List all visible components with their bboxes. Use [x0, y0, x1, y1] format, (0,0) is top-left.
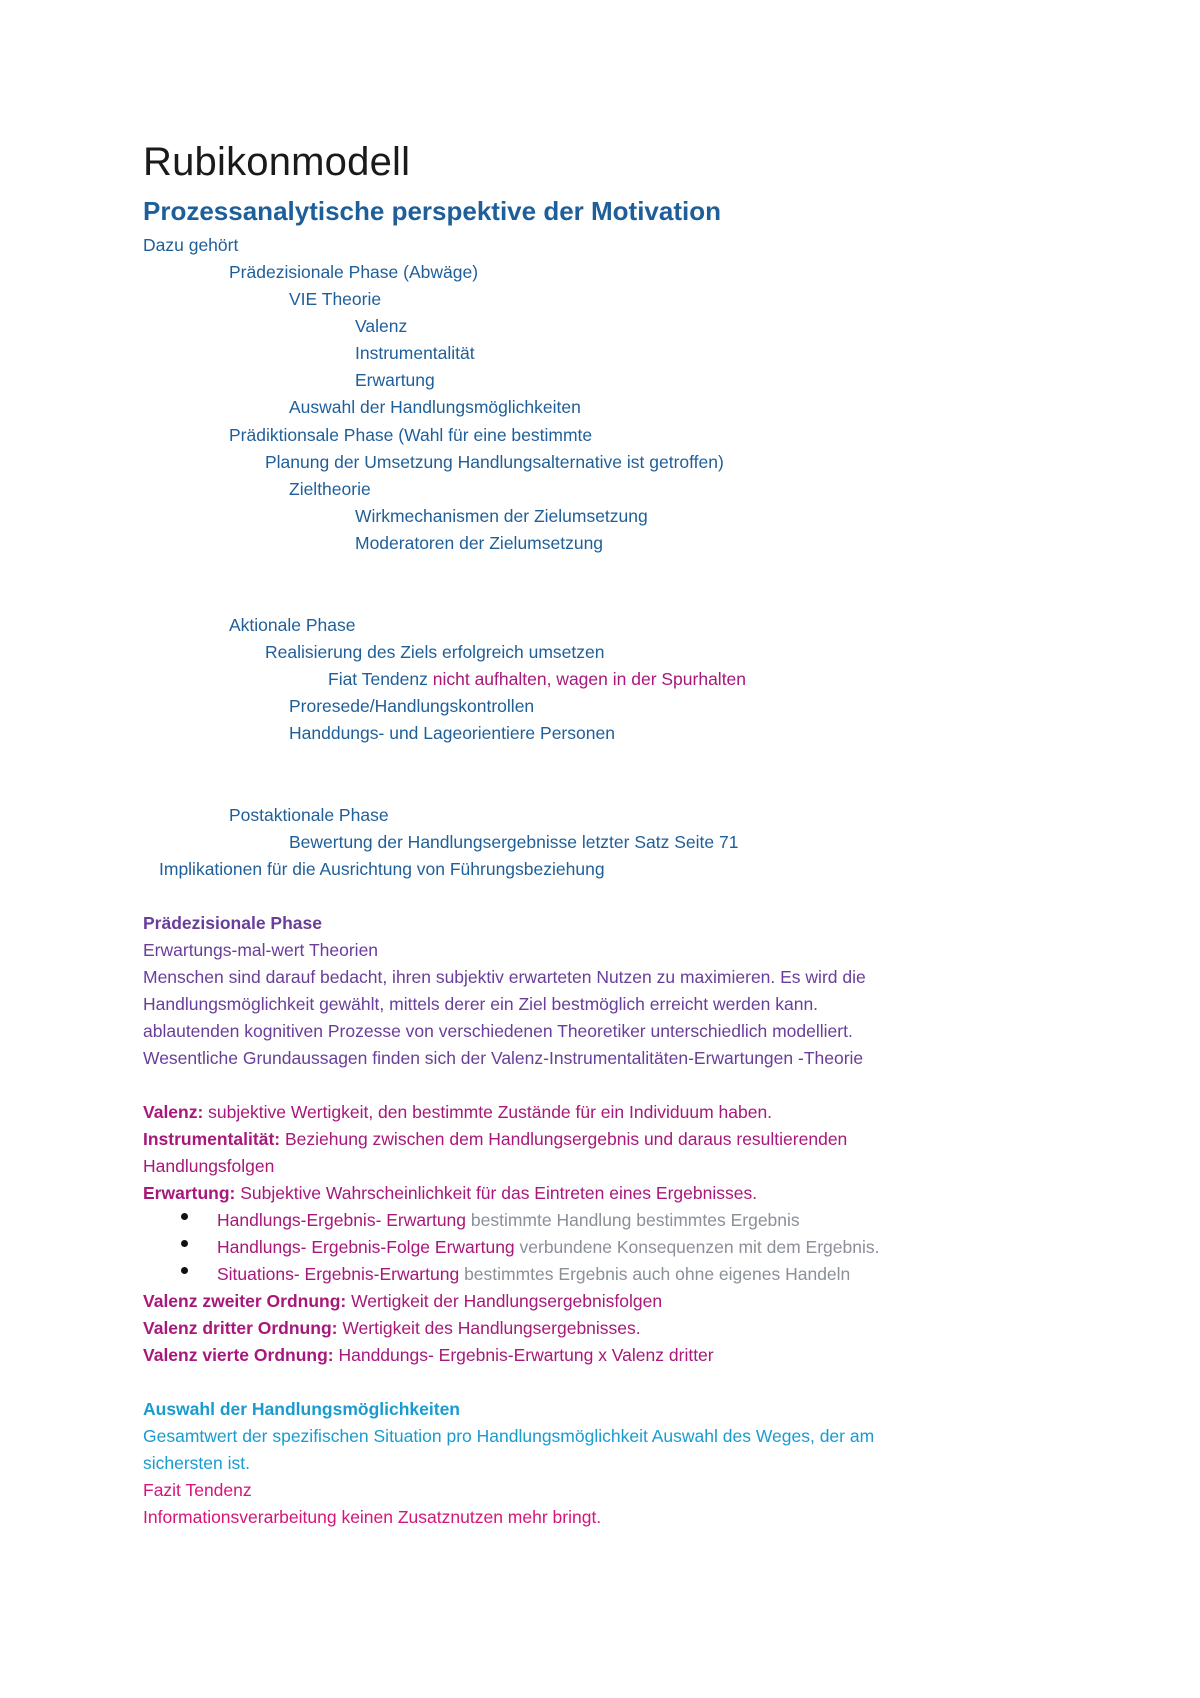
outline-line: Implikationen für die Ausrichtung von Führungsbeziehung	[159, 859, 605, 879]
definition-text: Wertigkeit des Handlungsergebnisses.	[337, 1318, 641, 1338]
outline-line: Proresede/Handlungskontrollen	[289, 696, 535, 716]
outline-line: Zieltheorie	[289, 479, 371, 499]
paragraph-line: sichersten ist.	[143, 1453, 250, 1473]
outline-line: Realisierung des Ziels erfolgreich umsetzen	[265, 642, 605, 662]
bullet-icon	[181, 1240, 188, 1247]
paragraph-line: Menschen sind darauf bedacht, ihren subjektiv erwarteten Nutzen zu maximieren. Es wird die	[143, 967, 866, 987]
outline-line: Dazu gehört	[143, 235, 239, 255]
bullet-text: bestimmte Handlung bestimmtes Ergebnis	[466, 1210, 800, 1230]
definition-text: Handdungs- Ergebnis-Erwartung x Valenz dritter	[333, 1345, 714, 1365]
definition-term: Valenz zweiter Ordnung:	[143, 1291, 347, 1311]
definition-text-continued: Handlungsfolgen	[143, 1156, 275, 1176]
paragraph-line: Wesentliche Grundaussagen finden sich der Valenz-Instrumentalitäten-Erwartungen -Theorie	[143, 1048, 864, 1068]
definition-term: Valenz:	[143, 1102, 204, 1122]
bullet-item	[217, 1208, 800, 1232]
paragraph-line: Informationsverarbeitung keinen Zusatznutzen mehr bringt.	[143, 1507, 602, 1527]
section-heading: Prädezisionale Phase	[143, 913, 322, 933]
definition-text: Beziehung zwischen dem Handlungsergebnis und daraus resultierenden	[280, 1129, 848, 1149]
definition-term: Instrumentalität:	[143, 1129, 281, 1149]
paragraph-line: Gesamtwert der spezifischen Situation pro Handlungsmöglichkeit Auswahl des Weges, der am	[143, 1426, 875, 1446]
definition-erwartung	[143, 1181, 757, 1205]
definition-instrumentalitaet	[143, 1127, 847, 1151]
fiat-tendenz-label: Fiat Tendenz	[328, 669, 433, 689]
definition-term: Valenz dritter Ordnung:	[143, 1318, 338, 1338]
section-subheading: Erwartungs-mal-wert Theorien	[143, 940, 379, 960]
bullet-icon	[181, 1213, 188, 1220]
outline-line: Auswahl der Handlungsmöglichkeiten	[289, 397, 581, 417]
definition-term: Erwartung:	[143, 1183, 236, 1203]
definition-valenz-3	[143, 1316, 641, 1340]
bullet-text: bestimmtes Ergebnis auch ohne eigenes Handeln	[459, 1264, 851, 1284]
fiat-tendenz-note: nicht aufhalten, wagen in der Spurhalten	[432, 669, 747, 689]
outline-line: VIE Theorie	[289, 289, 382, 309]
outline-line: Moderatoren der Zielumsetzung	[355, 533, 604, 553]
bullet-term: Handlungs- Ergebnis-Folge Erwartung	[217, 1237, 515, 1257]
bullet-item	[217, 1262, 850, 1286]
outline-line: Bewertung der Handlungsergebnisse letzter Satz Seite 71	[289, 832, 739, 852]
definition-text: Subjektive Wahrscheinlichkeit für das Eintreten eines Ergebnisses.	[235, 1183, 758, 1203]
outline-line: Postaktionale Phase	[229, 805, 389, 825]
outline-line-mixed	[328, 667, 746, 691]
fazit-label: Fazit Tendenz	[143, 1480, 252, 1500]
outline-line: Prädezisionale Phase (Abwäge)	[229, 262, 479, 282]
bullet-term: Handlungs-Ergebnis- Erwartung	[217, 1210, 467, 1230]
paragraph-line: Handlungsmöglichkeit gewählt, mittels derer ein Ziel bestmöglich erreicht werden kann.	[143, 994, 819, 1014]
outline-line: Valenz	[355, 316, 408, 336]
definition-text: subjektive Wertigkeit, den bestimmte Zustände für ein Individuum haben.	[203, 1102, 773, 1122]
document-title: Rubikonmodell	[143, 140, 411, 184]
section-heading: Auswahl der Handlungsmöglichkeiten	[143, 1399, 460, 1419]
definition-valenz-4	[143, 1343, 714, 1367]
outline-line: Prädiktionsale Phase (Wahl für eine bestimmte	[229, 425, 593, 445]
outline-line: Handdungs- und Lageorientiere Personen	[289, 723, 615, 743]
paragraph-line: ablautenden kognitiven Prozesse von verschiedenen Theoretiker unterschiedlich modelliert.	[143, 1021, 853, 1041]
outline-line: Wirkmechanismen der Zielumsetzung	[355, 506, 648, 526]
bullet-icon	[181, 1267, 188, 1274]
outline-line: Instrumentalität	[355, 343, 475, 363]
definition-valenz-2	[143, 1289, 662, 1313]
outline-line: Erwartung	[355, 370, 435, 390]
bullet-item	[217, 1235, 879, 1259]
bullet-term: Situations- Ergebnis-Erwartung	[217, 1264, 460, 1284]
outline-line: Aktionale Phase	[229, 615, 356, 635]
document-subtitle: Prozessanalytische perspektive der Motivation	[143, 196, 721, 226]
bullet-text: verbundene Konsequenzen mit dem Ergebnis.	[514, 1237, 880, 1257]
definition-term: Valenz vierte Ordnung:	[143, 1345, 334, 1365]
definition-valenz	[143, 1100, 772, 1124]
outline-line: Planung der Umsetzung Handlungsalternative ist getroffen)	[265, 452, 724, 472]
definition-text: Wertigkeit der Handlungsergebnisfolgen	[346, 1291, 663, 1311]
